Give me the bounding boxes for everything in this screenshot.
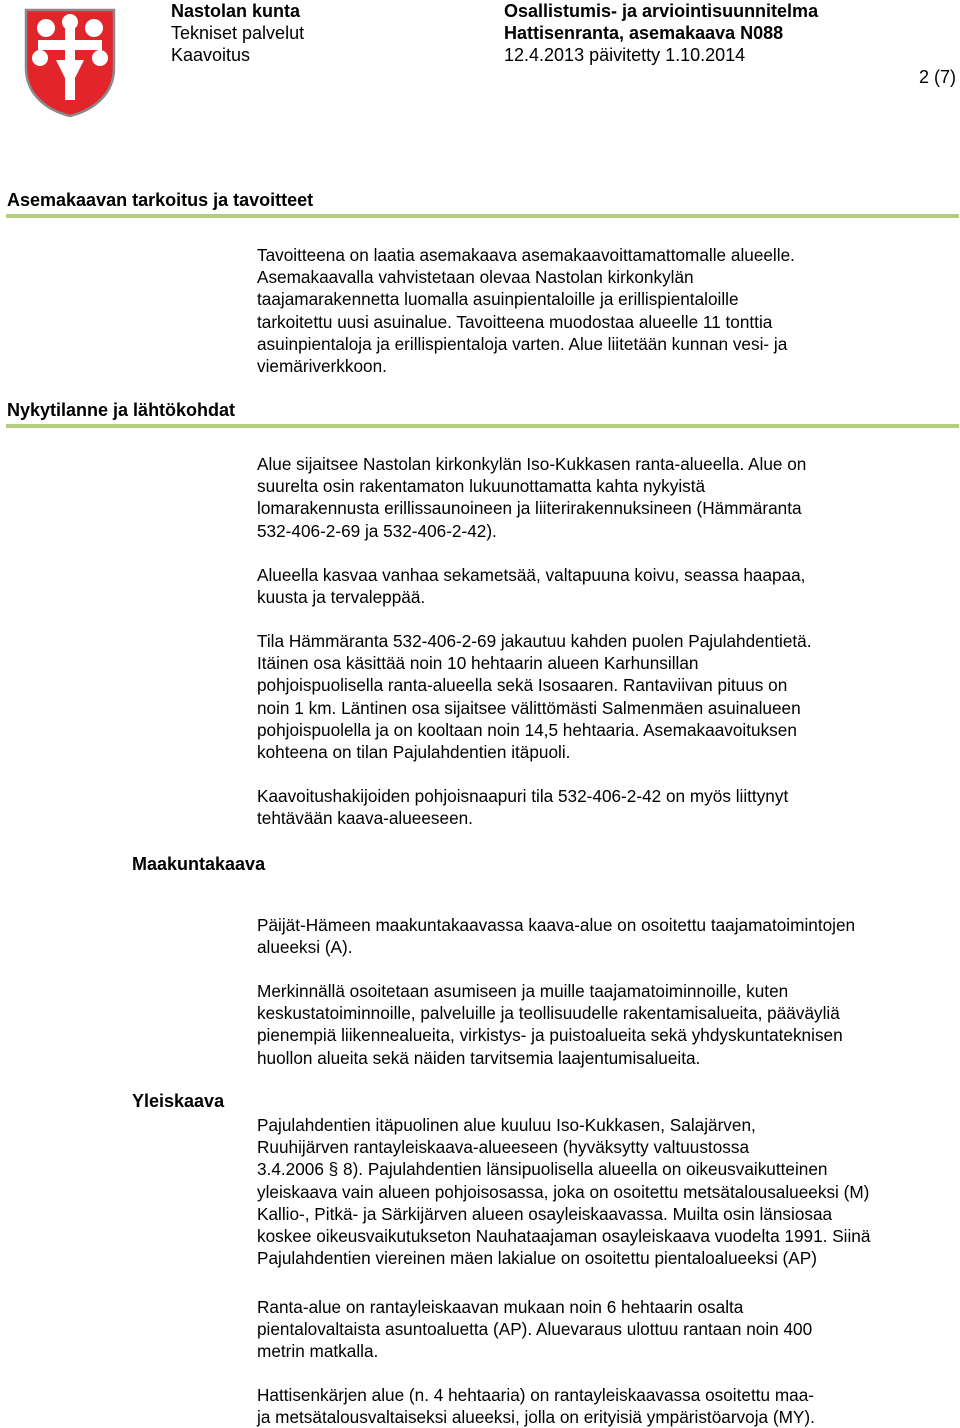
text-line: Tavoitteena on laatia asemakaava asemakaavoittamattomalle alueelle. <box>257 245 795 265</box>
doc-date: 12.4.2013 päivitetty 1.10.2014 <box>504 45 746 65</box>
text-line: keskustatoiminnoille, palveluille ja teollisuudelle rakentamisalueita, pääväyliä <box>257 1003 840 1024</box>
text-line: Alue sijaitsee Nastolan kirkonkylän Iso-Kukkasen ranta-alueella. Alue on <box>257 454 807 474</box>
text-line: yleiskaava vain alueen pohjoisosassa, joka on osoitettu metsätalousalueeksi (M) <box>257 1181 870 1202</box>
subheading-yleiskaava: Yleiskaava <box>132 1091 225 1111</box>
doc-subtitle: Hattisenranta, asemakaava N088 <box>504 23 784 43</box>
text-line: pienempiä liikennealueita, virkistys- ja puistoalueita sekä yhdyskuntateknisen <box>257 1025 843 1046</box>
text-line: 3.4.2006 § 8). Pajulahdentien länsipuolisella alueella on oikeusvaikutteinen <box>257 1159 828 1180</box>
page-number: 2 (7) <box>919 67 957 87</box>
text-line: koskee oikeusvaikutukseton Nauhataajaman osayleiskaava vuodelta 1991. Siinä <box>257 1226 871 1247</box>
text-line: Asemakaavalla vahvistetaan olevaa Nastolan kirkonkylän <box>257 267 694 288</box>
text-line: Kallio-, Pitkä- ja Särkijärven alueen osayleiskaavassa. Muilta osin länsiosaa <box>257 1203 833 1224</box>
doc-title: Osallistumis- ja arviointisuunnitelma <box>504 1 819 21</box>
text-line: huollon alueita sekä näiden tarvitsemia laajentumisalueita. <box>257 1047 701 1068</box>
text-line: pientalovaltaista asuntoaluetta (AP). Aluevaraus ulottuu rantaan noin 400 <box>257 1319 813 1340</box>
text-line: ja metsätalousvaltaiseksi alueeksi, jolla on erityisiä ympäristöarvoja (MY). <box>257 1407 815 1428</box>
paragraph-yleiskaava-2 <box>257 1296 947 1363</box>
section-divider <box>6 214 959 218</box>
text-line: Itäinen osa käsittää noin 10 hehtaarin alueen Karhunsillan <box>257 653 699 674</box>
section-title-tarkoitus: Asemakaavan tarkoitus ja tavoitteet <box>7 190 314 210</box>
text-line: Ranta-alue on rantayleiskaavan mukaan noin 6 hehtaarin osalta <box>257 1297 744 1317</box>
text-line: Merkinnällä osoitetaan asumiseen ja muille taajamatoiminnoille, kuten <box>257 981 789 1001</box>
text-line: tarkoitettu uusi asuinalue. Tavoitteena muodostaa alueelle 11 tonttia <box>257 311 773 332</box>
paragraph-tila <box>257 630 947 763</box>
text-line: 532-406-2-69 ja 532-406-2-42). <box>257 520 497 541</box>
paragraph-tarkoitus <box>257 244 947 377</box>
paragraph-kasvillisuus <box>257 564 947 608</box>
org-unit: Kaavoitus <box>171 45 251 65</box>
text-line: kohteena on tilan Pajulahdentien itäpuoli. <box>257 742 571 763</box>
text-line: kuusta ja tervaleppää. <box>257 587 426 608</box>
text-line: lomarakennusta erillissaunoineen ja liiterirakennuksineen (Hämmäranta <box>257 498 802 519</box>
text-line: noin 1 km. Läntinen osa sijaitsee välittömästi Salmenmäen asuinalueen <box>257 697 801 718</box>
text-line: suurelta osin rakentamaton lukuunottamatta kahta nykyistä <box>257 476 706 497</box>
paragraph-maakuntakaava-2 <box>257 980 947 1069</box>
text-line: pohjoispuolisella ranta-alueella sekä Isosaaren. Rantaviivan pituus on <box>257 675 788 696</box>
paragraph-yleiskaava-3 <box>257 1384 947 1428</box>
text-line: Pajulahdentien itäpuolinen alue kuuluu Iso-Kukkasen, Salajärven, <box>257 1115 756 1135</box>
text-line: asuinpientaloja ja erillispientaloja varten. Alue liitetään kunnan vesi- ja <box>257 333 788 354</box>
text-line: alueeksi (A). <box>257 937 353 958</box>
text-line: Alueella kasvaa vanhaa sekametsää, valtapuuna koivu, seassa haapaa, <box>257 565 806 585</box>
section-divider <box>6 424 959 428</box>
header-org-block <box>171 0 304 66</box>
text-line: taajamarakennetta luomalla asuinpientaloille ja erillispientaloille <box>257 289 739 310</box>
paragraph-maakuntakaava-1 <box>257 914 947 958</box>
text-line: Ruuhijärven rantayleiskaava-alueeseen (hyväksytty valtuustossa <box>257 1137 750 1158</box>
section-title-nykytilanne: Nykytilanne ja lähtökohdat <box>7 400 236 420</box>
municipality-crest-logo <box>22 6 118 118</box>
text-line: viemäriverkkoon. <box>257 356 387 377</box>
org-name: Nastolan kunta <box>171 1 301 21</box>
text-line: tehtävään kaava-alueeseen. <box>257 808 473 829</box>
text-line: Tila Hämmäranta 532-406-2-69 jakautuu kahden puolen Pajulahdentietä. <box>257 631 812 651</box>
paragraph-sijainti <box>257 453 947 542</box>
paragraph-kaavoitushakijat <box>257 785 947 829</box>
text-line: pohjoispuolella ja on kooltaan noin 14,5 hehtaaria. Asemakaavoituksen <box>257 719 797 740</box>
text-line: Päijät-Hämeen maakuntakaavassa kaava-alue on osoitettu taajamatoimintojen <box>257 915 856 935</box>
paragraph-yleiskaava-1 <box>257 1114 947 1269</box>
text-line: Kaavoitushakijoiden pohjoisnaapuri tila 532-406-2-42 on myös liittynyt <box>257 786 789 806</box>
text-line: Pajulahdentien viereinen mäen lakialue on osoitettu pientaloalueeksi (AP) <box>257 1248 817 1269</box>
header-doc-block <box>504 0 818 66</box>
text-line: Hattisenkärjen alue (n. 4 hehtaaria) on rantayleiskaavassa osoitettu maa- <box>257 1385 814 1405</box>
subheading-maakuntakaava: Maakuntakaava <box>132 854 266 874</box>
text-line: metrin matkalla. <box>257 1341 379 1362</box>
org-department: Tekniset palvelut <box>171 23 305 43</box>
